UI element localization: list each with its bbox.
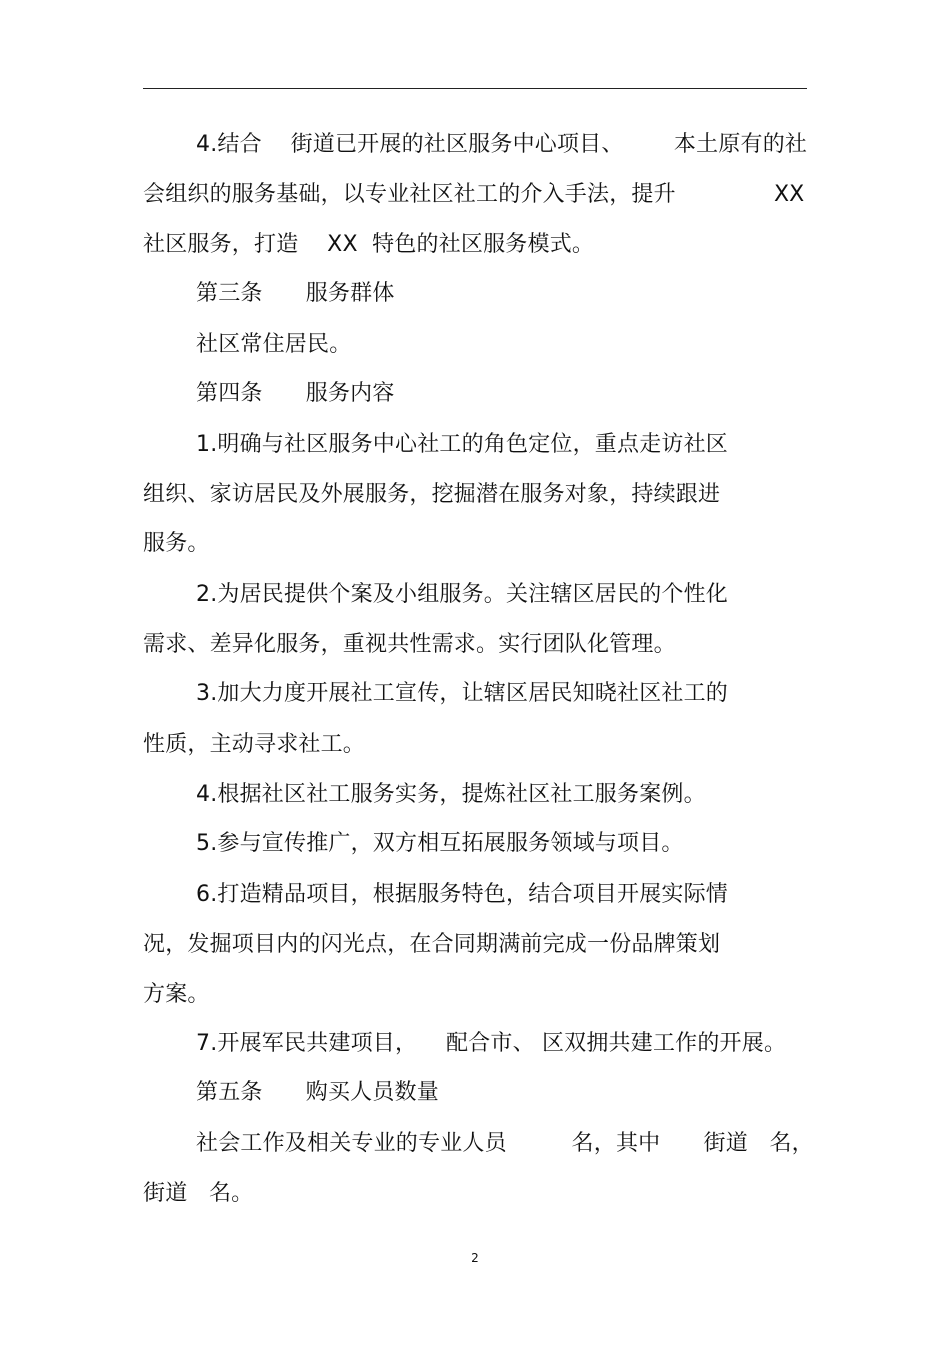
- paragraph-line: 6.打造精品项目，根据服务特色，结合项目开展实际情: [196, 882, 728, 907]
- article-heading: 第三条 服务群体: [196, 281, 395, 306]
- paragraph-line: 会组织的服务基础，以专业社区社工的介入手法，提升: [143, 182, 676, 207]
- paragraph-line: 需求、差异化服务，重视共性需求。实行团队化管理。: [143, 632, 676, 657]
- article-heading: 第四条 服务内容: [196, 381, 395, 406]
- paragraph-line: 7.开展军民共建项目， 配合市、 区双拥共建工作的开展。: [196, 1031, 787, 1056]
- paragraph-line: 4.根据社区社工服务实务，提炼社区社工服务案例。: [196, 782, 706, 807]
- paragraph-line: 4.结合 街道已开展的社区服务中心项目、 本土原有的社: [196, 132, 808, 157]
- paragraph-line: 1.明确与社区服务中心社工的角色定位，重点走访社区: [196, 432, 728, 457]
- page-number: 2: [471, 1251, 479, 1265]
- paragraph-line: 性质，主动寻求社工。: [143, 732, 366, 757]
- paragraph-line: 2.为居民提供个案及小组服务。关注辖区居民的个性化: [196, 582, 728, 607]
- paragraph-line: 3.加大力度开展社工宣传，让辖区居民知晓社区社工的: [196, 681, 728, 706]
- paragraph-line: 服务。: [143, 531, 210, 556]
- paragraph-line: 组织、家访居民及外展服务，挖掘潜在服务对象，持续跟进: [143, 482, 721, 507]
- paragraph-line: 5.参与宣传推广，双方相互拓展服务领域与项目。: [196, 831, 684, 856]
- paragraph-line-tail: XX: [774, 182, 805, 207]
- paragraph-line: 社区服务，打造 XX 特色的社区服务模式。: [143, 232, 595, 257]
- paragraph-line: 方案。: [143, 982, 210, 1007]
- header-rule: [143, 88, 807, 89]
- paragraph-line: 社会工作及相关专业的专业人员 名，其中 街道 名，: [196, 1131, 814, 1156]
- paragraph-line: 社区常住居民。: [196, 332, 352, 357]
- article-heading: 第五条 购买人员数量: [196, 1080, 439, 1105]
- paragraph-line: 街道 名。: [143, 1181, 254, 1206]
- paragraph-line: 况，发掘项目内的闪光点，在合同期满前完成一份品牌策划: [143, 932, 721, 957]
